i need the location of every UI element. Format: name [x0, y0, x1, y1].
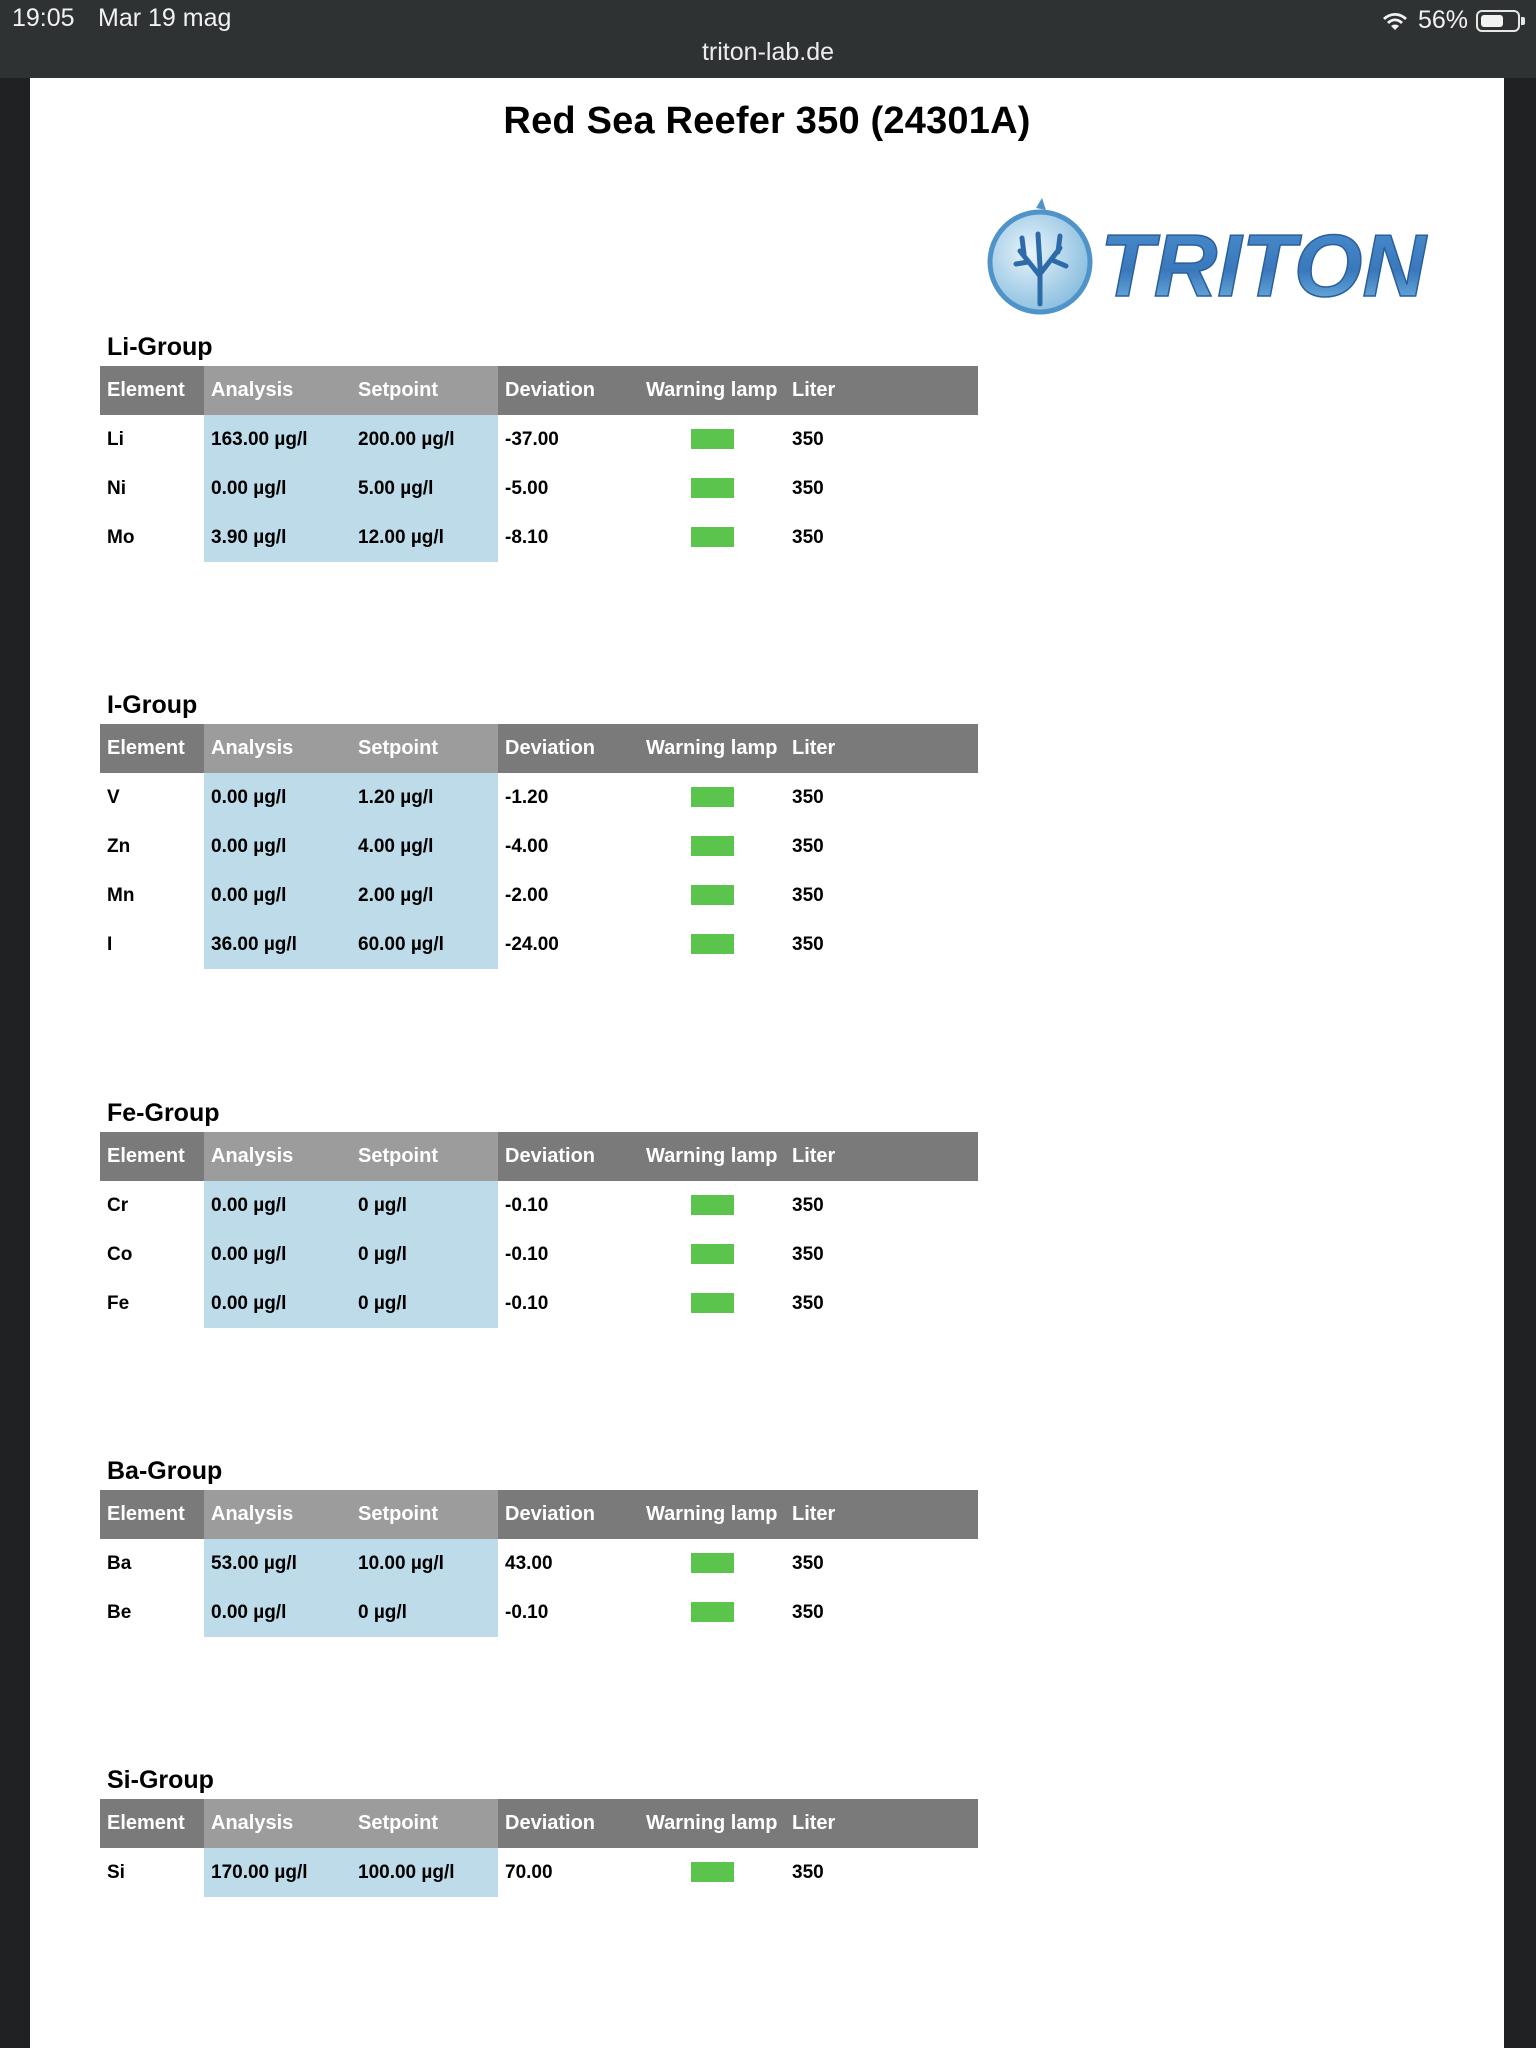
column-header-setpoint: Setpoint [351, 366, 498, 415]
cell-analysis: 0.00 µg/l [204, 822, 351, 871]
table-row [100, 513, 978, 562]
cell-warning [639, 1848, 785, 1897]
column-header-warning: Warning lamp [639, 1799, 785, 1848]
warning-lamp-icon [691, 836, 734, 856]
cell-element: Ni [107, 477, 126, 499]
table-row [100, 1279, 978, 1328]
group-si-group [100, 1761, 978, 1897]
cell-deviation: -4.00 [505, 835, 549, 857]
column-header-analysis: Analysis [204, 1132, 351, 1181]
cell-element: Mn [107, 884, 135, 906]
group-title: Fe-Group [107, 1099, 220, 1127]
wifi-icon [1380, 10, 1410, 32]
cell-warning [639, 773, 785, 822]
column-header-element: Element [100, 366, 204, 415]
warning-lamp-icon [691, 885, 734, 905]
cell-liter: 350 [792, 933, 824, 955]
cell-element: Be [107, 1601, 132, 1623]
group-title: Si-Group [107, 1766, 214, 1794]
analysis-table [100, 366, 978, 562]
warning-lamp-icon [691, 1244, 734, 1264]
cell-liter: 350 [792, 1601, 824, 1623]
table-row [100, 1848, 978, 1897]
cell-warning [639, 1230, 785, 1279]
cell-element: Mo [107, 526, 135, 548]
cell-deviation: -5.00 [505, 477, 549, 499]
group-title: Li-Group [107, 333, 213, 361]
table-header-row [100, 1799, 978, 1848]
cell-warning [639, 1279, 785, 1328]
column-header-warning: Warning lamp [639, 366, 785, 415]
cell-analysis: 0.00 µg/l [204, 773, 351, 822]
table-header-row [100, 366, 978, 415]
cell-element: Fe [107, 1292, 130, 1314]
cell-setpoint: 0 µg/l [351, 1588, 498, 1637]
cell-warning [639, 513, 785, 562]
status-bar [0, 0, 1536, 78]
cell-deviation: -37.00 [505, 428, 559, 450]
warning-lamp-icon [691, 934, 734, 954]
table-header-row [100, 1490, 978, 1539]
cell-element: Co [107, 1243, 133, 1265]
cell-warning [639, 1181, 785, 1230]
logo-text: TRITON [1100, 216, 1426, 315]
column-header-warning: Warning lamp [639, 1490, 785, 1539]
report-page [30, 78, 1504, 2048]
cell-analysis: 0.00 µg/l [204, 1230, 351, 1279]
cell-setpoint: 0 µg/l [351, 1181, 498, 1230]
table-row [100, 773, 978, 822]
cell-setpoint: 5.00 µg/l [351, 464, 498, 513]
cell-warning [639, 415, 785, 464]
column-header-setpoint: Setpoint [351, 1132, 498, 1181]
status-indicators [1380, 6, 1526, 35]
cell-liter: 350 [792, 835, 824, 857]
cell-setpoint: 12.00 µg/l [351, 513, 498, 562]
column-header-analysis: Analysis [204, 724, 351, 773]
cell-liter: 350 [792, 428, 824, 450]
analysis-table [100, 1799, 978, 1897]
cell-warning [639, 1539, 785, 1588]
cell-liter: 350 [792, 1194, 824, 1216]
table-row [100, 920, 978, 969]
column-header-analysis: Analysis [204, 1799, 351, 1848]
column-header-deviation: Deviation [498, 1799, 639, 1848]
cell-analysis: 36.00 µg/l [204, 920, 351, 969]
table-row [100, 1588, 978, 1637]
cell-analysis: 3.90 µg/l [204, 513, 351, 562]
cell-warning [639, 1588, 785, 1637]
cell-liter: 350 [792, 1243, 824, 1265]
table-row [100, 464, 978, 513]
cell-analysis: 170.00 µg/l [204, 1848, 351, 1897]
analysis-table [100, 724, 978, 969]
column-header-deviation: Deviation [498, 1132, 639, 1181]
table-row [100, 415, 978, 464]
cell-liter: 350 [792, 884, 824, 906]
cell-warning [639, 822, 785, 871]
status-date: Mar 19 mag [98, 4, 232, 32]
group-li-group [100, 328, 978, 562]
cell-deviation: -0.10 [505, 1601, 549, 1623]
cell-liter: 350 [792, 1292, 824, 1314]
cell-analysis: 163.00 µg/l [204, 415, 351, 464]
cell-setpoint: 1.20 µg/l [351, 773, 498, 822]
warning-lamp-icon [691, 429, 734, 449]
column-header-analysis: Analysis [204, 366, 351, 415]
cell-setpoint: 2.00 µg/l [351, 871, 498, 920]
address-url[interactable]: triton-lab.de [701, 38, 835, 66]
cell-analysis: 0.00 µg/l [204, 1181, 351, 1230]
column-header-liter: Liter [785, 1490, 978, 1539]
battery-icon [1476, 8, 1526, 34]
column-header-setpoint: Setpoint [351, 1490, 498, 1539]
cell-deviation: -0.10 [505, 1194, 549, 1216]
cell-liter: 350 [792, 477, 824, 499]
cell-element: Li [107, 428, 124, 450]
cell-element: Cr [107, 1194, 129, 1216]
cell-element: Si [107, 1861, 125, 1883]
cell-deviation: -1.20 [505, 786, 549, 808]
column-header-liter: Liter [785, 1132, 978, 1181]
cell-deviation: -2.00 [505, 884, 549, 906]
group-i-group [100, 686, 978, 969]
cell-warning [639, 464, 785, 513]
cell-element: Ba [107, 1552, 132, 1574]
column-header-element: Element [100, 1132, 204, 1181]
warning-lamp-icon [691, 1195, 734, 1215]
cell-element: V [107, 786, 120, 808]
cell-warning [639, 920, 785, 969]
table-row [100, 1539, 978, 1588]
cell-setpoint: 60.00 µg/l [351, 920, 498, 969]
column-header-liter: Liter [785, 366, 978, 415]
cell-liter: 350 [792, 786, 824, 808]
table-header-row [100, 724, 978, 773]
column-header-deviation: Deviation [498, 1490, 639, 1539]
column-header-analysis: Analysis [204, 1490, 351, 1539]
group-ba-group [100, 1452, 978, 1637]
cell-analysis: 0.00 µg/l [204, 1588, 351, 1637]
cell-setpoint: 100.00 µg/l [351, 1848, 498, 1897]
cell-deviation: 70.00 [505, 1861, 553, 1883]
warning-lamp-icon [691, 1862, 734, 1882]
table-row [100, 1230, 978, 1279]
cell-deviation: 43.00 [505, 1552, 553, 1574]
column-header-element: Element [100, 724, 204, 773]
cell-liter: 350 [792, 1861, 824, 1883]
battery-percent: 56% [1417, 6, 1468, 34]
triton-logo [980, 196, 1430, 316]
table-header-row [100, 1132, 978, 1181]
cell-setpoint: 200.00 µg/l [351, 415, 498, 464]
cell-setpoint: 0 µg/l [351, 1279, 498, 1328]
cell-setpoint: 10.00 µg/l [351, 1539, 498, 1588]
cell-deviation: -24.00 [505, 933, 559, 955]
cell-analysis: 0.00 µg/l [204, 1279, 351, 1328]
cell-analysis: 0.00 µg/l [204, 871, 351, 920]
column-header-element: Element [100, 1490, 204, 1539]
table-row [100, 1181, 978, 1230]
warning-lamp-icon [691, 1553, 734, 1573]
column-header-element: Element [100, 1799, 204, 1848]
table-row [100, 822, 978, 871]
cell-liter: 350 [792, 526, 824, 548]
column-header-deviation: Deviation [498, 724, 639, 773]
page-title: Red Sea Reefer 350 (24301A) [503, 100, 1031, 142]
group-title: Ba-Group [107, 1457, 223, 1485]
analysis-table [100, 1490, 978, 1637]
column-header-deviation: Deviation [498, 366, 639, 415]
warning-lamp-icon [691, 1293, 734, 1313]
warning-lamp-icon [691, 527, 734, 547]
table-row [100, 871, 978, 920]
cell-deviation: -0.10 [505, 1243, 549, 1265]
cell-analysis: 0.00 µg/l [204, 464, 351, 513]
warning-lamp-icon [691, 787, 734, 807]
cell-element: I [107, 933, 113, 955]
status-time: 19:05 [12, 4, 75, 32]
column-header-liter: Liter [785, 1799, 978, 1848]
cell-setpoint: 4.00 µg/l [351, 822, 498, 871]
warning-lamp-icon [691, 1602, 734, 1622]
cell-setpoint: 0 µg/l [351, 1230, 498, 1279]
analysis-table [100, 1132, 978, 1328]
cell-deviation: -0.10 [505, 1292, 549, 1314]
column-header-liter: Liter [785, 724, 978, 773]
cell-liter: 350 [792, 1552, 824, 1574]
group-title: I-Group [107, 691, 198, 719]
cell-element: Zn [107, 835, 131, 857]
group-fe-group [100, 1094, 978, 1328]
cell-deviation: -8.10 [505, 526, 549, 548]
column-header-setpoint: Setpoint [351, 724, 498, 773]
column-header-warning: Warning lamp [639, 724, 785, 773]
column-header-setpoint: Setpoint [351, 1799, 498, 1848]
cell-warning [639, 871, 785, 920]
column-header-warning: Warning lamp [639, 1132, 785, 1181]
cell-analysis: 53.00 µg/l [204, 1539, 351, 1588]
warning-lamp-icon [691, 478, 734, 498]
